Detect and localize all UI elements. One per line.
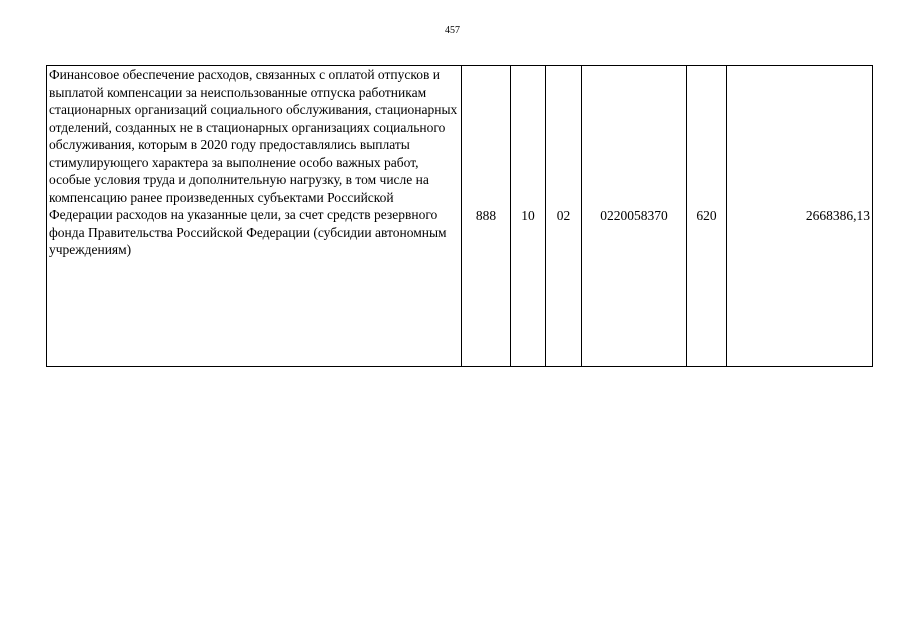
section-code-cell: 10: [511, 66, 546, 367]
budget-table: [46, 65, 873, 367]
table-row: [47, 66, 873, 367]
amount-cell: 2668386,13: [727, 66, 873, 367]
subsection-code-cell: 02: [546, 66, 582, 367]
expense-type-cell: 620: [687, 66, 727, 367]
page-number: 457: [445, 25, 460, 36]
target-article-cell: 0220058370: [582, 66, 687, 367]
ministry-code-cell: 888: [462, 66, 511, 367]
expense-description-cell: Финансовое обеспечение расходов, связанных с оплатой отпусков и выплатой компенсации за неиспользованные отпуска работникам стационарных организаций социального обслуживания, стационарных отделений, созданных не в стационарных организациях социального обслуживания, которым в 2020 году предоставлялись выплаты стимулирующего характера за выполнение особо важных работ, особые условия труда и дополнительную нагрузку, в том числе на компенсацию ранее произведенных субъектами Российской Федерации расходов на указанные цели, за счет средств резервного фонда Правительства Российской Федерации (субсидии автономным учреждениям): [47, 66, 462, 367]
